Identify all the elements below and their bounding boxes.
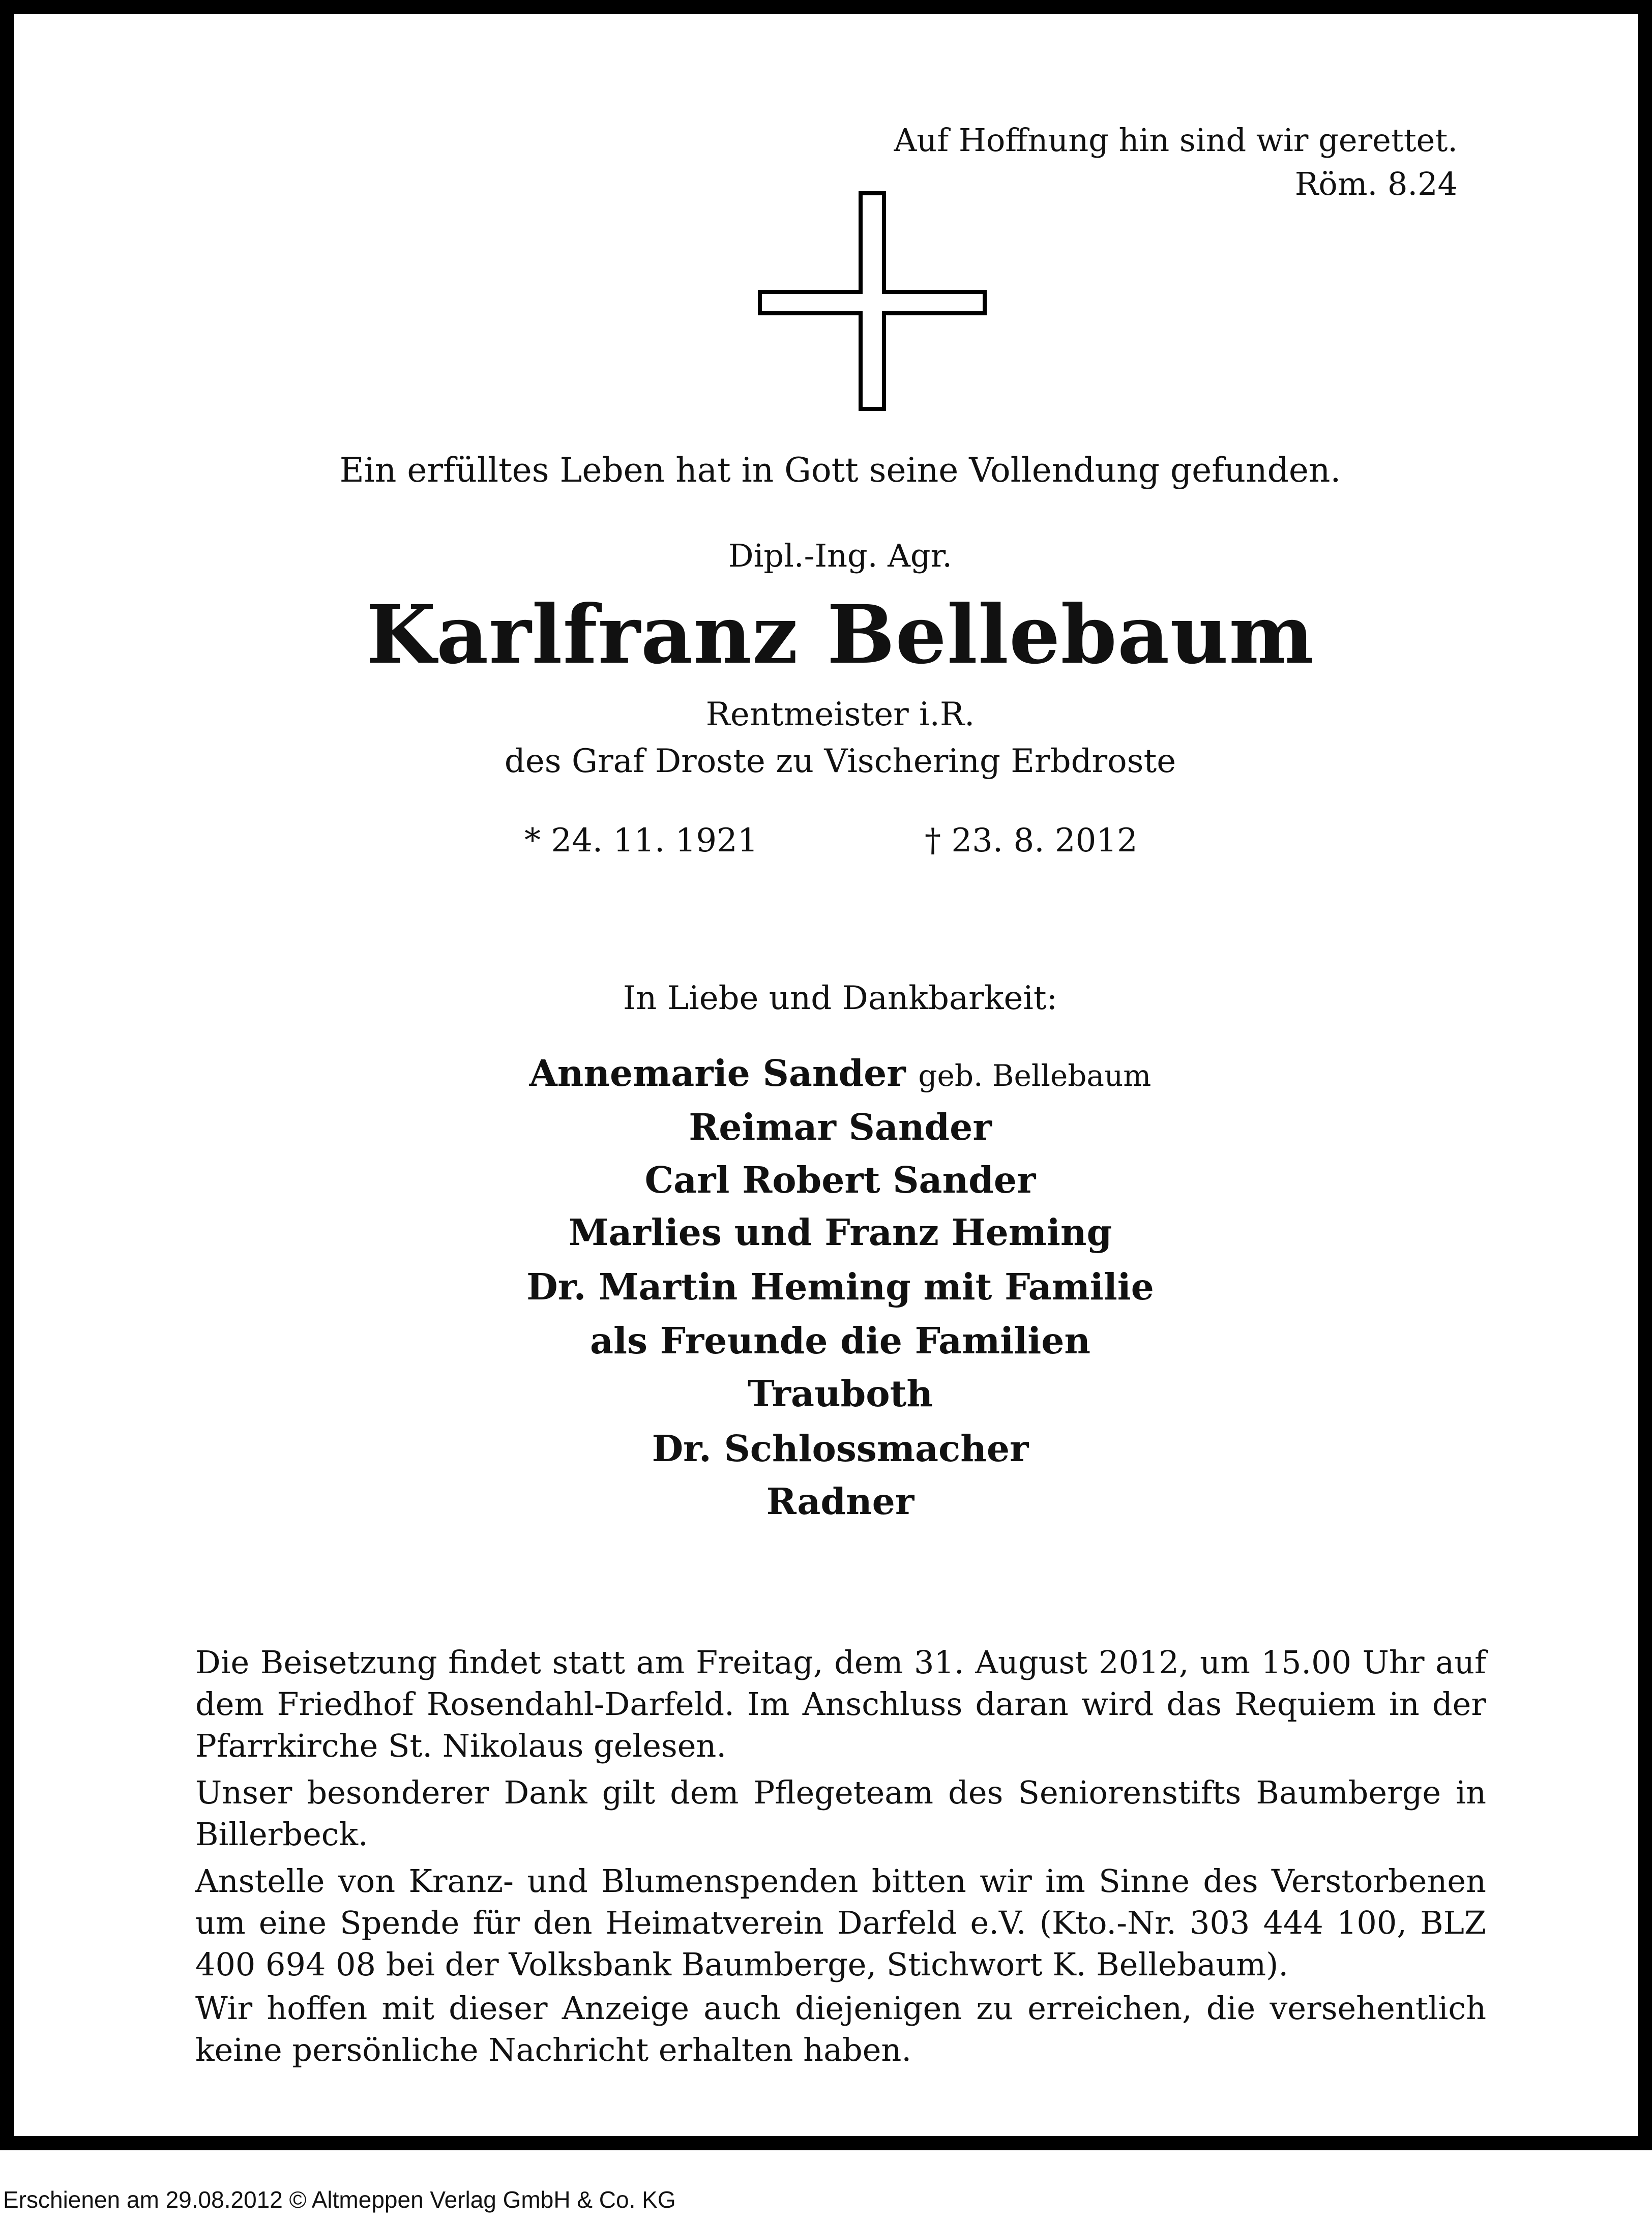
publication-footer: Erschienen am 29.08.2012 © Altmeppen Verlag GmbH & Co. KG — [3, 2186, 676, 2213]
death-date: † 23. 8. 2012 — [925, 822, 1138, 860]
mourner-line: Radner — [766, 1480, 914, 1523]
bible-verse-text: Auf Hoffnung hin sind wir gerettet. — [894, 122, 1458, 159]
role-line-2: des Graf Droste zu Vischering Erbdroste — [504, 743, 1176, 780]
mourner-line — [14, 1052, 1652, 1094]
mourner-line: Dr. Schlossmacher — [652, 1427, 1029, 1470]
deceased-name: Karlfranz Bellebaum — [366, 588, 1315, 682]
mourner-line: Trauboth — [747, 1372, 933, 1415]
thanks-paragraph: Unser besonderer Dank gilt dem Pflegeteam des Seniorenstifts Baumberge in Billerbeck. — [195, 1774, 1486, 1853]
motto-line: Ein erfülltes Leben hat in Gott seine Vollendung gefunden. — [339, 451, 1341, 490]
role-line-1: Rentmeister i.R. — [705, 696, 975, 733]
cross-icon — [758, 191, 987, 411]
funeral-info-paragraph: Die Beisetzung findet statt am Freitag, dem 31. August 2012, um 15.00 Uhr auf dem Friedhof Rosendahl-Darfeld. Im Anschluss daran wird das Requiem in der Pfarrkirche St. Nikolaus gelesen. — [195, 1644, 1486, 1764]
mourner-line: Marlies und Franz Heming — [568, 1211, 1112, 1254]
mourner-line: Dr. Martin Heming mit Familie — [526, 1265, 1154, 1308]
mourner-line: Carl Robert Sander — [644, 1159, 1036, 1201]
donation-paragraph: Anstelle von Kranz- und Blumenspenden bitten wir im Sinne des Verstorbenen um eine Spende für den Heimatverein Darfeld e.V. (Kto.-Nr. 303 444 100, BLZ 400 694 08 bei der Volksbank Baumberge, Stichwort K. Bellebaum). — [195, 1862, 1486, 1983]
bible-verse-reference: Röm. 8.24 — [1294, 165, 1458, 202]
academic-title: Dipl.-Ing. Agr. — [728, 537, 953, 574]
birth-date: * 24. 11. 1921 — [524, 822, 758, 860]
mourner-suffix: geb. Bellebaum — [918, 1058, 1152, 1093]
mourner-name: Annemarie Sander — [529, 1052, 906, 1094]
mourner-line: Reimar Sander — [689, 1106, 992, 1148]
notice-paragraph: Wir hoffen mit dieser Anzeige auch diejenigen zu erreichen, die versehentlich keine persönliche Nachricht erhalten haben. — [195, 1990, 1486, 2068]
dedication-line: In Liebe und Dankbarkeit: — [623, 980, 1058, 1017]
mourner-line: als Freunde die Familien — [589, 1319, 1091, 1362]
